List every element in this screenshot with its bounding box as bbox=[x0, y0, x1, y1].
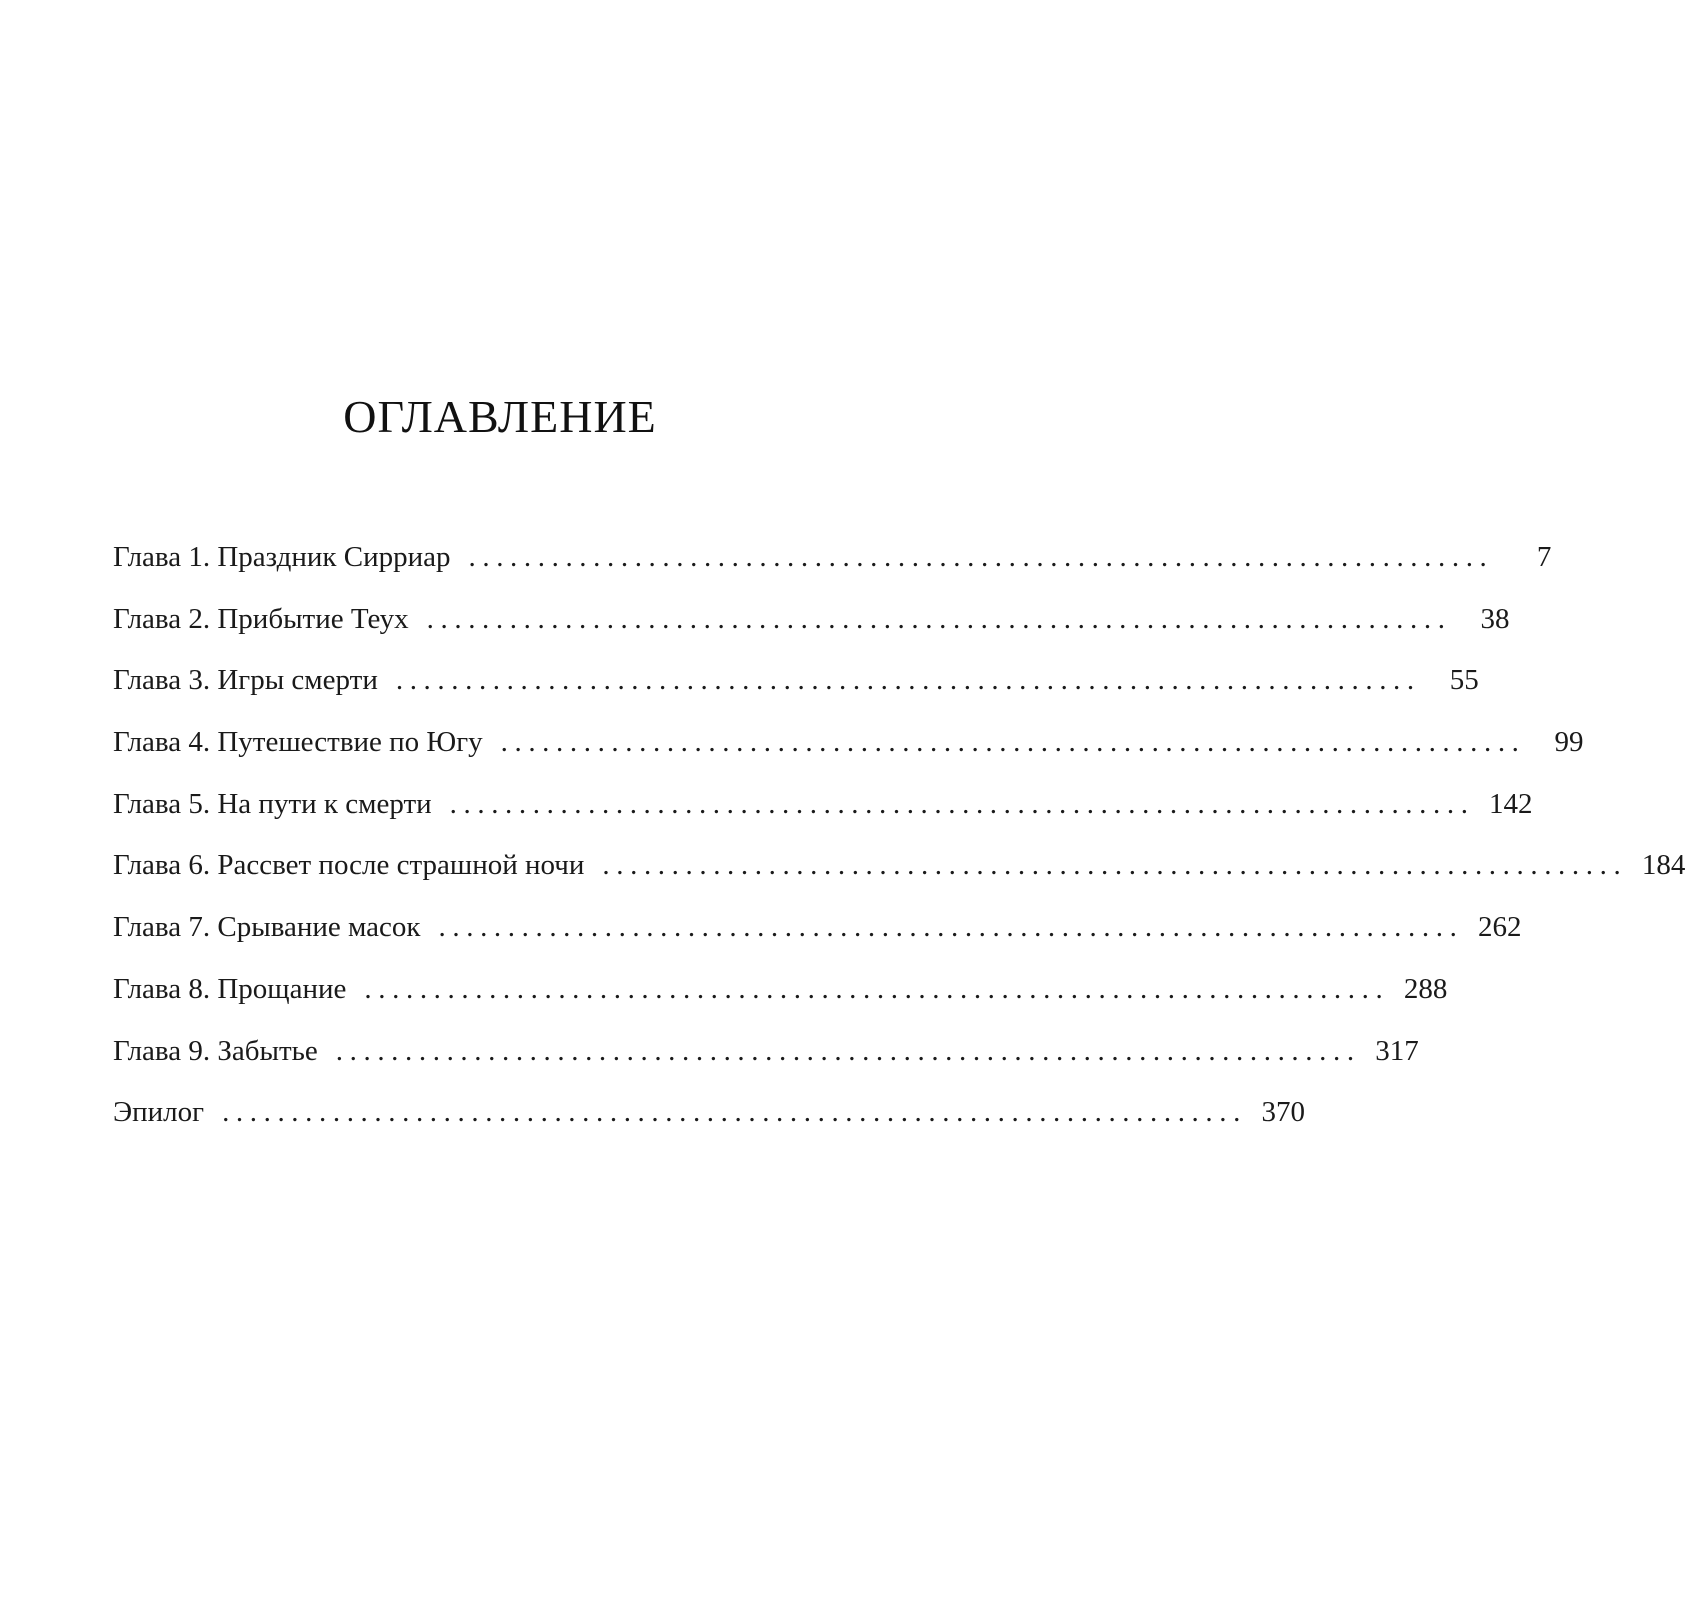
chapter-title: Эпилог bbox=[113, 1096, 205, 1129]
chapter-title: Глава 6. Рассвет после страшной ночи bbox=[113, 849, 585, 882]
dot-leader: .......................................................................... bbox=[395, 664, 1421, 697]
page-number: 7 bbox=[1536, 541, 1552, 573]
page-number: 370 bbox=[1261, 1096, 1305, 1129]
page-number: 142 bbox=[1489, 787, 1533, 820]
chapter-title: Глава 3. Игры смерти bbox=[113, 664, 378, 697]
toc-entry-8[interactable] bbox=[113, 972, 1448, 1034]
page-number: 288 bbox=[1403, 972, 1448, 1005]
chapter-title: Глава 1. Праздник Сирриар bbox=[113, 541, 451, 573]
dot-leader: .......................................................................... bbox=[449, 787, 1475, 820]
page-number: 38 bbox=[1480, 602, 1510, 635]
page-number: 262 bbox=[1477, 911, 1522, 944]
chapter-title: Глава 7. Срывание масок bbox=[113, 911, 421, 944]
toc-entry-1[interactable] bbox=[113, 540, 1552, 602]
toc-entry-10[interactable] bbox=[113, 1095, 1305, 1157]
chapter-title: Глава 8. Прощание bbox=[113, 972, 347, 1005]
chapter-title: Глава 4. Путешествие по Югу bbox=[113, 726, 483, 759]
page-number: 184 bbox=[1641, 849, 1685, 882]
toc-entry-9[interactable] bbox=[113, 1034, 1419, 1096]
dot-leader: .......................................................................... bbox=[335, 1034, 1361, 1067]
toc-entry-7[interactable] bbox=[113, 910, 1522, 972]
page-number: 55 bbox=[1449, 664, 1479, 697]
toc-entry-3[interactable] bbox=[113, 663, 1479, 725]
toc-entry-5[interactable] bbox=[113, 787, 1533, 849]
table-of-contents bbox=[113, 540, 1685, 1157]
dot-leader: .......................................................................... bbox=[602, 849, 1628, 882]
chapter-title: Глава 2. Прибытие Теух bbox=[113, 602, 409, 635]
dot-leader: .......................................................................... bbox=[364, 972, 1390, 1005]
toc-entry-6[interactable] bbox=[113, 848, 1685, 910]
dot-leader: .......................................................................... bbox=[438, 911, 1464, 944]
chapter-title: Глава 9. Забытье bbox=[113, 1034, 318, 1067]
dot-leader: .......................................................................... bbox=[426, 602, 1452, 635]
chapter-title: Глава 5. На пути к смерти bbox=[113, 787, 432, 820]
dot-leader: .......................................................................... bbox=[468, 541, 1494, 573]
dot-leader: .......................................................................... bbox=[500, 726, 1526, 759]
dot-leader: .......................................................................... bbox=[222, 1096, 1247, 1129]
toc-entry-2[interactable] bbox=[113, 602, 1510, 664]
toc-entry-4[interactable] bbox=[113, 725, 1584, 787]
page-title: ОГЛАВЛЕНИЕ bbox=[343, 391, 657, 442]
page-number: 99 bbox=[1554, 726, 1584, 759]
page-number: 317 bbox=[1375, 1034, 1419, 1067]
